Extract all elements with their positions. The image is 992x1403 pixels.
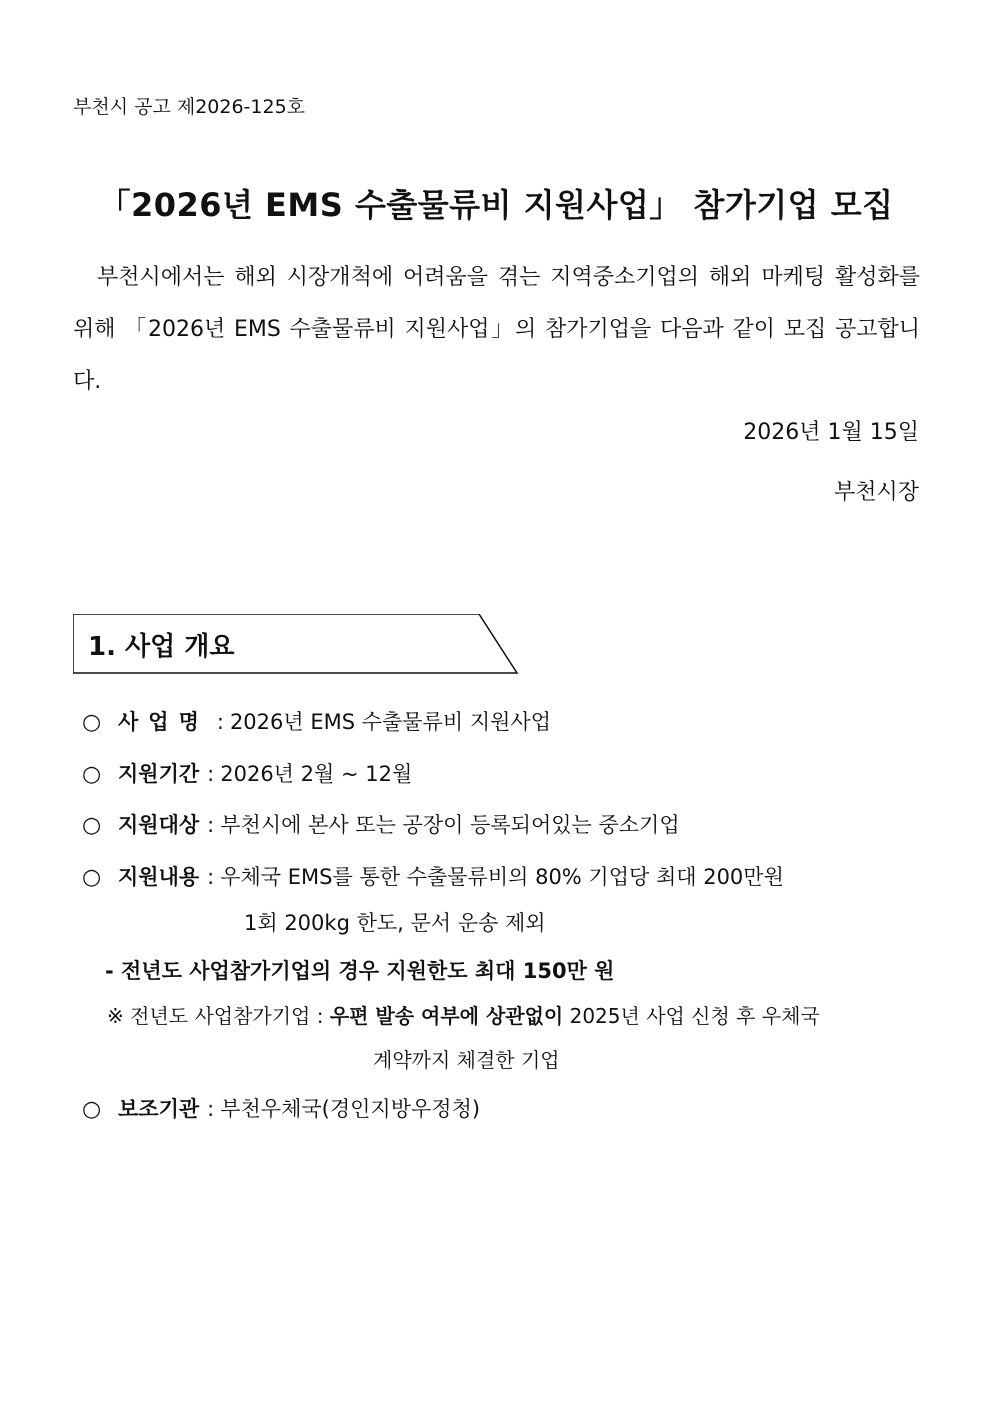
signer: 부천시장 [833,480,919,505]
item-key: 지원기간 [118,762,200,786]
item-sep: : [207,1097,215,1121]
item-sep: : [207,813,215,837]
item-assisting-agency [82,1093,480,1123]
circle-bullet: ○ [82,762,102,787]
intro-paragraph [73,252,920,408]
reference-label: 전년도 사업참가기업 : [130,1004,324,1028]
circle-bullet: ○ [82,1097,102,1122]
circle-bullet: ○ [82,813,102,838]
item-key: 보조기관 [118,1097,200,1121]
item-value: 우체국 EMS를 통한 수출물류비의 80% 기업당 최대 200만원 [220,865,784,889]
item-sep: : [207,865,215,889]
item-value: 2026년 2월 ~ 12월 [220,762,413,786]
item-sep: : [207,762,215,786]
reference-continuation: 계약까지 체결한 기업 [373,1048,560,1072]
section-heading [73,614,519,674]
section-heading-label: 1. 사업 개요 [88,632,235,662]
item-sep: : [216,710,224,734]
item-value: 부천우체국(경인지방우정청) [220,1097,481,1121]
item-support-content-continuation: 1회 200kg 한도, 문서 운송 제외 [244,911,546,935]
circle-bullet: ○ [82,710,102,735]
item-support-period [82,758,412,788]
item-project-name [82,706,551,736]
reference-strong: 우편 발송 여부에 상관없이 [329,1004,564,1028]
item-support-target [82,809,680,839]
reference-mark: ※ [107,1004,124,1028]
page-title: 「2026년 EMS 수출물류비 지원사업」 참가기업 모집 [98,186,894,224]
reference-note [107,1000,820,1029]
notice-date: 2026년 1월 15일 [743,420,919,445]
dash-note: - 전년도 사업참가기업의 경우 지원한도 최대 150만 원 [105,959,615,983]
reference-rest: 2025년 사업 신청 후 우체국 [569,1004,820,1028]
item-value: 부천시에 본사 또는 공장이 등록되어있는 중소기업 [220,813,680,837]
notice-number: 부천시 공고 제2026-125호 [73,96,306,118]
item-value: 2026년 EMS 수출물류비 지원사업 [229,710,551,734]
item-key: 사업명 [118,710,209,734]
circle-bullet: ○ [82,865,102,890]
item-support-content [82,861,784,891]
intro-text: 부천시에서는 해외 시장개척에 어려움을 겪는 지역중소기업의 해외 마케팅 활성화를 위해 「2026년 EMS 수출물류비 지원사업」의 참가기업을 다음과 같이 모집 공고합니다. [73,265,920,394]
item-key: 지원대상 [118,813,200,837]
item-key: 지원내용 [118,865,200,889]
